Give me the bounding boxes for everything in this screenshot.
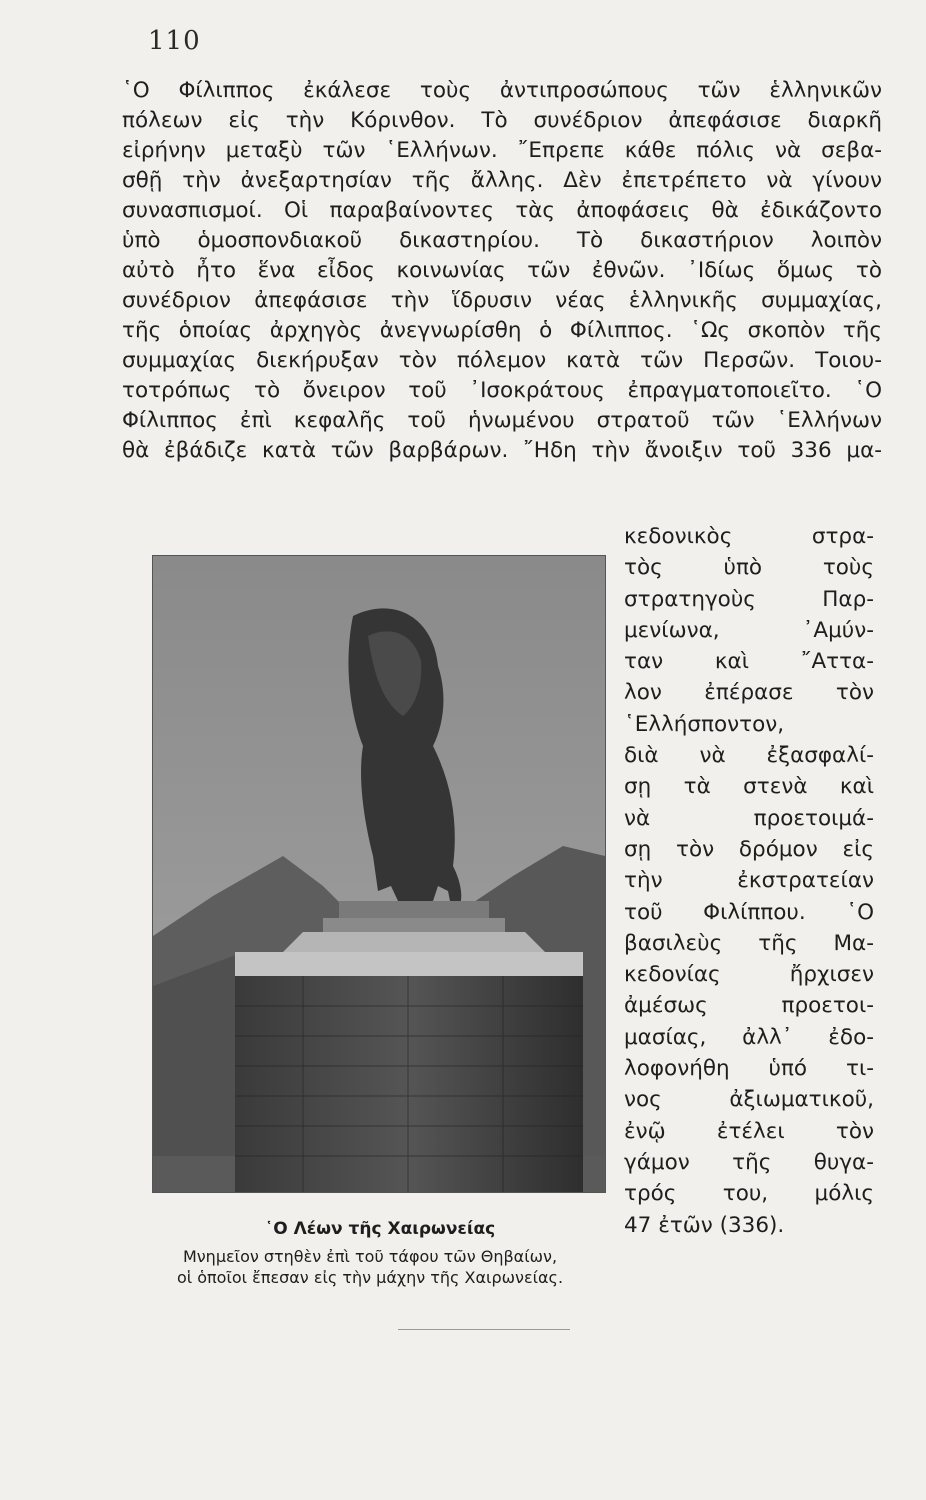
side-text-line: λον ἐπέρασε τὸν xyxy=(624,680,874,706)
text-line: εἰρήνην μεταξὺ τῶν ῾Ελλήνων. ῎Επρεπε κάθε πόλις νὰ σεβα- xyxy=(122,138,882,163)
side-text-block xyxy=(624,521,874,1241)
side-text-line: μενίωνα, ᾿Αμύν- xyxy=(624,617,874,643)
caption-line: Μνημεῖον στηθὲν ἐπὶ τοῦ τάφου τῶν Θηβαίων, xyxy=(182,1247,558,1266)
text-line: ὑπὸ ὁμοσπονδιακοῦ δικαστηρίου. Τὸ δικαστήριον λοιπὸν xyxy=(122,228,882,253)
side-text-line: ταν καὶ ῎Αττα- xyxy=(624,649,874,675)
side-text-line: διὰ νὰ ἐξασφαλί- xyxy=(624,743,874,769)
lion-monument-photo xyxy=(152,555,606,1193)
page-number: 110 xyxy=(148,26,201,56)
side-text-line: 47 ἐτῶν (336). xyxy=(624,1212,785,1238)
text-line: Φίλιππος ἐπὶ κεφαλῆς τοῦ ἡνωμένου στρατοῦ τῶν ῾Ελλήνων xyxy=(122,408,882,433)
text-line: σθῇ τὴν ἀνεξαρτησίαν τῆς ἄλλης. Δὲν ἐπετρέπετο νὰ γίνουν xyxy=(122,168,882,193)
side-text-line: μασίας, ἀλλ᾿ ἐδο- xyxy=(624,1024,874,1050)
text-line: ῾Ο Φίλιππος ἐκάλεσε τοὺς ἀντιπροσώπους τῶν ἑλληνικῶν xyxy=(122,78,882,103)
figure-caption-text xyxy=(130,1246,610,1288)
text-line: αὐτὸ ἦτο ἕνα εἶδος κοινωνίας τῶν ἐθνῶν. ᾿Ιδίως ὅμως τὸ xyxy=(122,258,882,283)
figure-caption-title: ῾Ο Λέων τῆς Χαιρωνείας xyxy=(264,1219,496,1239)
caption-line: οἱ ὁποῖοι ἔπεσαν εἰς τὴν μάχην τῆς Χαιρωνείας. xyxy=(176,1268,564,1287)
text-line: συνέδριον ἀπεφάσισε τὴν ἵδρυσιν νέας ἑλληνικῆς συμμαχίας, xyxy=(122,288,882,313)
side-text-line: στρατηγοὺς Παρ- xyxy=(624,586,874,612)
text-line: συνασπισμοί. Οἱ παραβαίνοντες τὰς ἀποφάσεις θὰ ἐδικάζοντο xyxy=(122,198,882,223)
text-line: τῆς ὁποίας ἀρχηγὸς ἀνεγνωρίσθη ὁ Φίλιππος. ῾Ως σκοπὸν τῆς xyxy=(122,318,882,343)
text-line: συμμαχίας διεκήρυξαν τὸν πόλεμον κατὰ τῶν Περσῶν. Τοιου- xyxy=(122,348,882,373)
side-text-line: τὴν ἐκστρατείαν xyxy=(624,868,874,894)
main-text-block xyxy=(122,76,882,466)
side-text-line: ῾Ελλήσποντον, xyxy=(624,711,785,737)
side-text-line: σῃ τὸν δρόμον εἰς xyxy=(624,836,874,862)
text-line: θὰ ἐβάδιζε κατὰ τῶν βαρβάρων. ῎Ηδη τὴν ἄνοιξιν τοῦ 336 μα- xyxy=(122,438,882,463)
side-text-line: τοῦ Φιλίππου. ῾Ο xyxy=(624,899,874,925)
side-text-line: σῃ τὰ στενὰ καὶ xyxy=(624,774,874,800)
side-text-line: ἐνῷ ἐτέλει τὸν xyxy=(624,1118,874,1144)
side-text-line: νὰ προετοιμά- xyxy=(624,805,874,831)
footer-rule xyxy=(398,1329,570,1330)
side-text-line: λοφονήθη ὑπό τι- xyxy=(624,1056,874,1082)
side-text-line: νος ἀξιωματικοῦ, xyxy=(624,1087,874,1113)
side-text-line: κεδονίας ἤρχισεν xyxy=(624,962,874,988)
side-text-line: τρός του, μόλις xyxy=(624,1181,874,1207)
side-text-line: τὸς ὑπὸ τοὺς xyxy=(624,555,874,581)
text-line: πόλεων εἰς τὴν Κόρινθον. Τὸ συνέδριον ἀπεφάσισε διαρκῆ xyxy=(122,108,882,133)
side-text-line: βασιλεὺς τῆς Μα- xyxy=(624,930,874,956)
side-text-line: ἀμέσως προετοι- xyxy=(624,993,874,1019)
side-text-line: γάμον τῆς θυγα- xyxy=(624,1149,874,1175)
side-text-line: κεδονικὸς στρα- xyxy=(624,524,874,549)
text-line: τοτρόπως τὸ ὄνειρον τοῦ ᾿Ισοκράτους ἐπραγματοποιεῖτο. ῾Ο xyxy=(122,378,882,403)
